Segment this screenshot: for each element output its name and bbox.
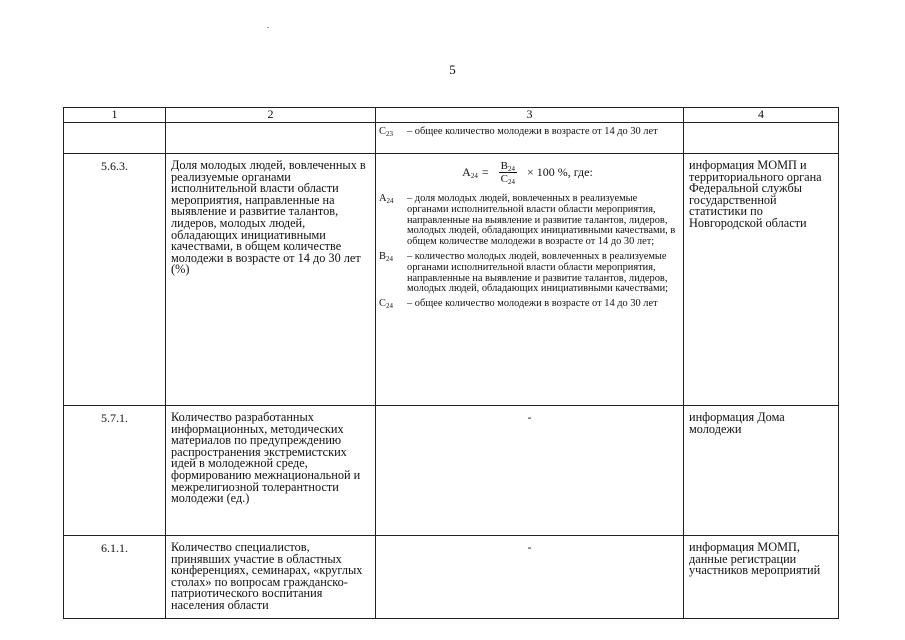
definition: $C_{23}$ – общее количество молодежи в возрасте от 14 до 30 лет	[379, 126, 658, 138]
formula-cell: -	[376, 406, 684, 536]
name-cell	[166, 123, 376, 154]
page-number: 5	[449, 62, 456, 77]
indicators-table	[63, 107, 839, 619]
indicator-source: информация Дома молодежи	[684, 406, 839, 536]
source-cell	[684, 123, 839, 154]
formula: $A_{24}$ = $\frac{B_{24}}{C_{24}}$ × 100 %, где:	[462, 159, 593, 186]
table-row	[64, 406, 839, 536]
indicator-name: Количество специалистов, принявших участие в областных конференциях, семинарах, «круглых столах» по вопросам гражданско-патриотического воспитания населения области	[166, 536, 376, 619]
column-header: 2	[166, 108, 376, 123]
scan-artifact	[267, 27, 269, 28]
indicator-name: Доля молодых людей, вовлеченных в реализуемые органами исполнительной власти области мероприятия, направленные на выявление и развитие талантов, лидеров, молодых людей, обладающих инициативными качествами, в общем количестве молодежи в возрасте от 14 до 30 лет (%)	[166, 154, 376, 406]
definition: $B_{24}$ – количество молодых людей, вовлеченных в реализуемые органами исполнительной власти области мероприятия, направленные на выявление и развитие талантов, лидеров, молодых людей, обладающих инициативными качествами;	[379, 250, 669, 295]
column-header: 3	[376, 108, 684, 123]
number-cell	[64, 123, 166, 154]
table-header-row	[64, 108, 839, 123]
indicator-name: Количество разработанных информационных, методических материалов по предупреждению распространения экстремистских идей в молодежной среде, формированию межнациональной и межрелигиозной толерантности молодежи (ед.)	[166, 406, 376, 536]
formula-cell	[376, 154, 684, 406]
indicator-number: 6.1.1.	[64, 536, 166, 619]
column-header: 4	[684, 108, 839, 123]
formula-cell	[376, 123, 684, 154]
indicator-source: информация МОМП и территориального органа Федеральной службы государственной статистики по Новгородской области	[684, 154, 839, 406]
table-row	[64, 154, 839, 406]
table-row	[64, 123, 839, 154]
fraction: $\frac{B_{24}}{C_{24}}$	[500, 159, 515, 186]
column-header: 1	[64, 108, 166, 123]
table-row	[64, 536, 839, 619]
indicator-number: 5.6.3.	[64, 154, 166, 406]
definition: $C_{24}$ – общее количество молодежи в возрасте от 14 до 30 лет	[379, 298, 658, 311]
formula-cell: -	[376, 536, 684, 619]
indicator-number: 5.7.1.	[64, 406, 166, 536]
indicator-source: информация МОМП, данные регистрации участников мероприятий	[684, 536, 839, 619]
definition: $A_{24}$ – доля молодых людей, вовлеченных в реализуемые органами исполнительной власти области мероприятия, направленные на выявление и развитие талантов, лидеров, молодых людей, обладающих инициативными качествами, в общем количестве молодежи в возрасте от 14 до 30 лет;	[379, 193, 676, 248]
